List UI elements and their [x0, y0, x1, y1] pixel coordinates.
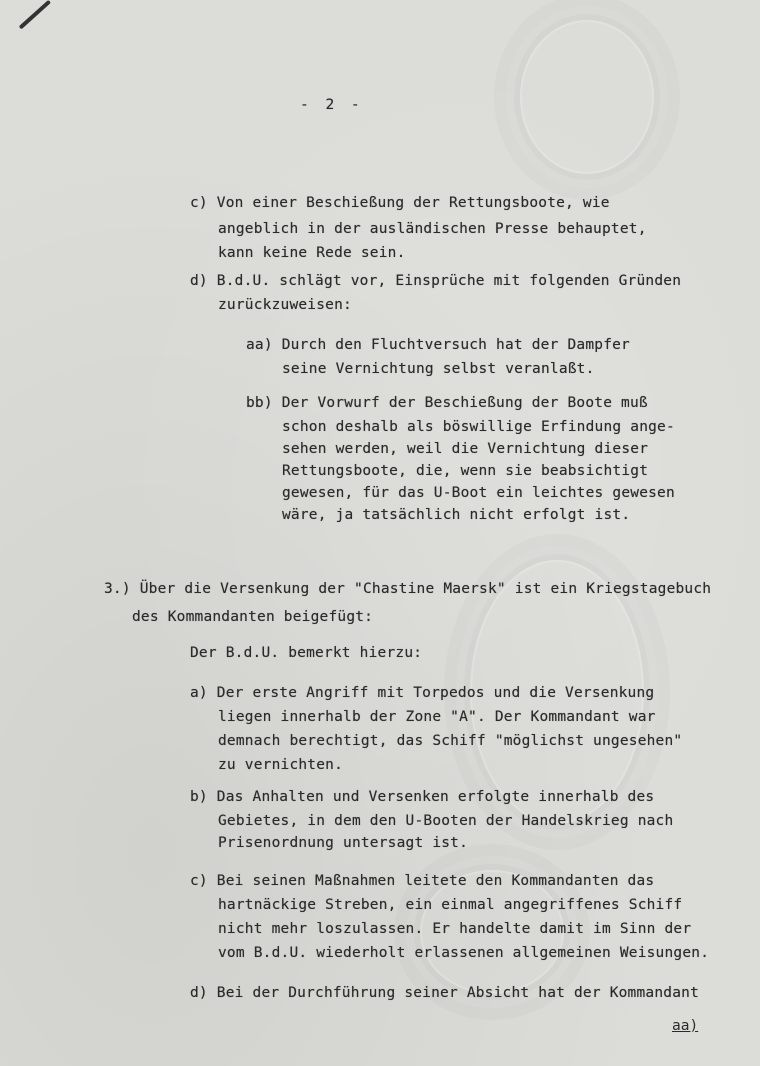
text-line: zu vernichten. [218, 757, 344, 773]
text-line: c) Bei seinen Maßnahmen leitete den Kommandanten das [190, 873, 655, 889]
text-line: schon deshalb als böswillige Erfindung ange- [282, 419, 675, 435]
text-line: Der B.d.U. bemerkt hierzu: [190, 645, 423, 661]
page-number: - 2 - [300, 97, 364, 113]
text-line: liegen innerhalb der Zone "A". Der Kommandant war [218, 709, 656, 725]
text-line: nicht mehr loszulassen. Er handelte damit im Sinn der [218, 921, 692, 937]
text-line: d) B.d.U. schlägt vor, Einsprüche mit folgenden Gründen [190, 273, 682, 289]
text-line: des Kommandanten beigefügt: [132, 609, 374, 625]
text-line: sehen werden, weil die Vernichtung dieser [282, 441, 649, 457]
text-line: gewesen, für das U-Boot ein leichtes gewesen [282, 485, 675, 501]
staple-mark [19, 0, 51, 29]
text-line: c) Von einer Beschießung der Rettungsboote, wie [190, 195, 610, 211]
text-line: Rettungsboote, die, wenn sie beabsichtigt [282, 463, 649, 479]
text-line: demnach berechtigt, das Schiff "möglichst ungesehen" [218, 733, 683, 749]
text-line: Prisenordnung untersagt ist. [218, 835, 469, 851]
text-line: 3.) Über die Versenkung der "Chastine Maersk" ist ein Kriegstagebuch [104, 581, 712, 597]
text-line: a) Der erste Angriff mit Torpedos und die Versenkung [190, 685, 655, 701]
text-line: d) Bei der Durchführung seiner Absicht hat der Kommandant [190, 985, 699, 1001]
text-line: vom B.d.U. wiederholt erlassenen allgemeinen Weisungen. [218, 945, 710, 961]
catchword: aa) [672, 1018, 699, 1034]
text-line: Gebietes, in dem den U-Booten der Handelskrieg nach [218, 813, 674, 829]
text-line: angeblich in der ausländischen Presse behauptet, [218, 221, 647, 237]
text-line: b) Das Anhalten und Versenken erfolgte innerhalb des [190, 789, 655, 805]
scan-artifact [520, 20, 654, 174]
text-line: aa) Durch den Fluchtversuch hat der Dampfer [246, 337, 630, 353]
text-line: seine Vernichtung selbst veranlaßt. [282, 361, 595, 377]
text-line: bb) Der Vorwurf der Beschießung der Boote muß [246, 395, 648, 411]
text-line: zurückzuweisen: [218, 297, 352, 313]
text-line: kann keine Rede sein. [218, 245, 406, 261]
text-line: hartnäckige Streben, ein einmal angegriffenes Schiff [218, 897, 683, 913]
text-line: wäre, ja tatsächlich nicht erfolgt ist. [282, 507, 631, 523]
